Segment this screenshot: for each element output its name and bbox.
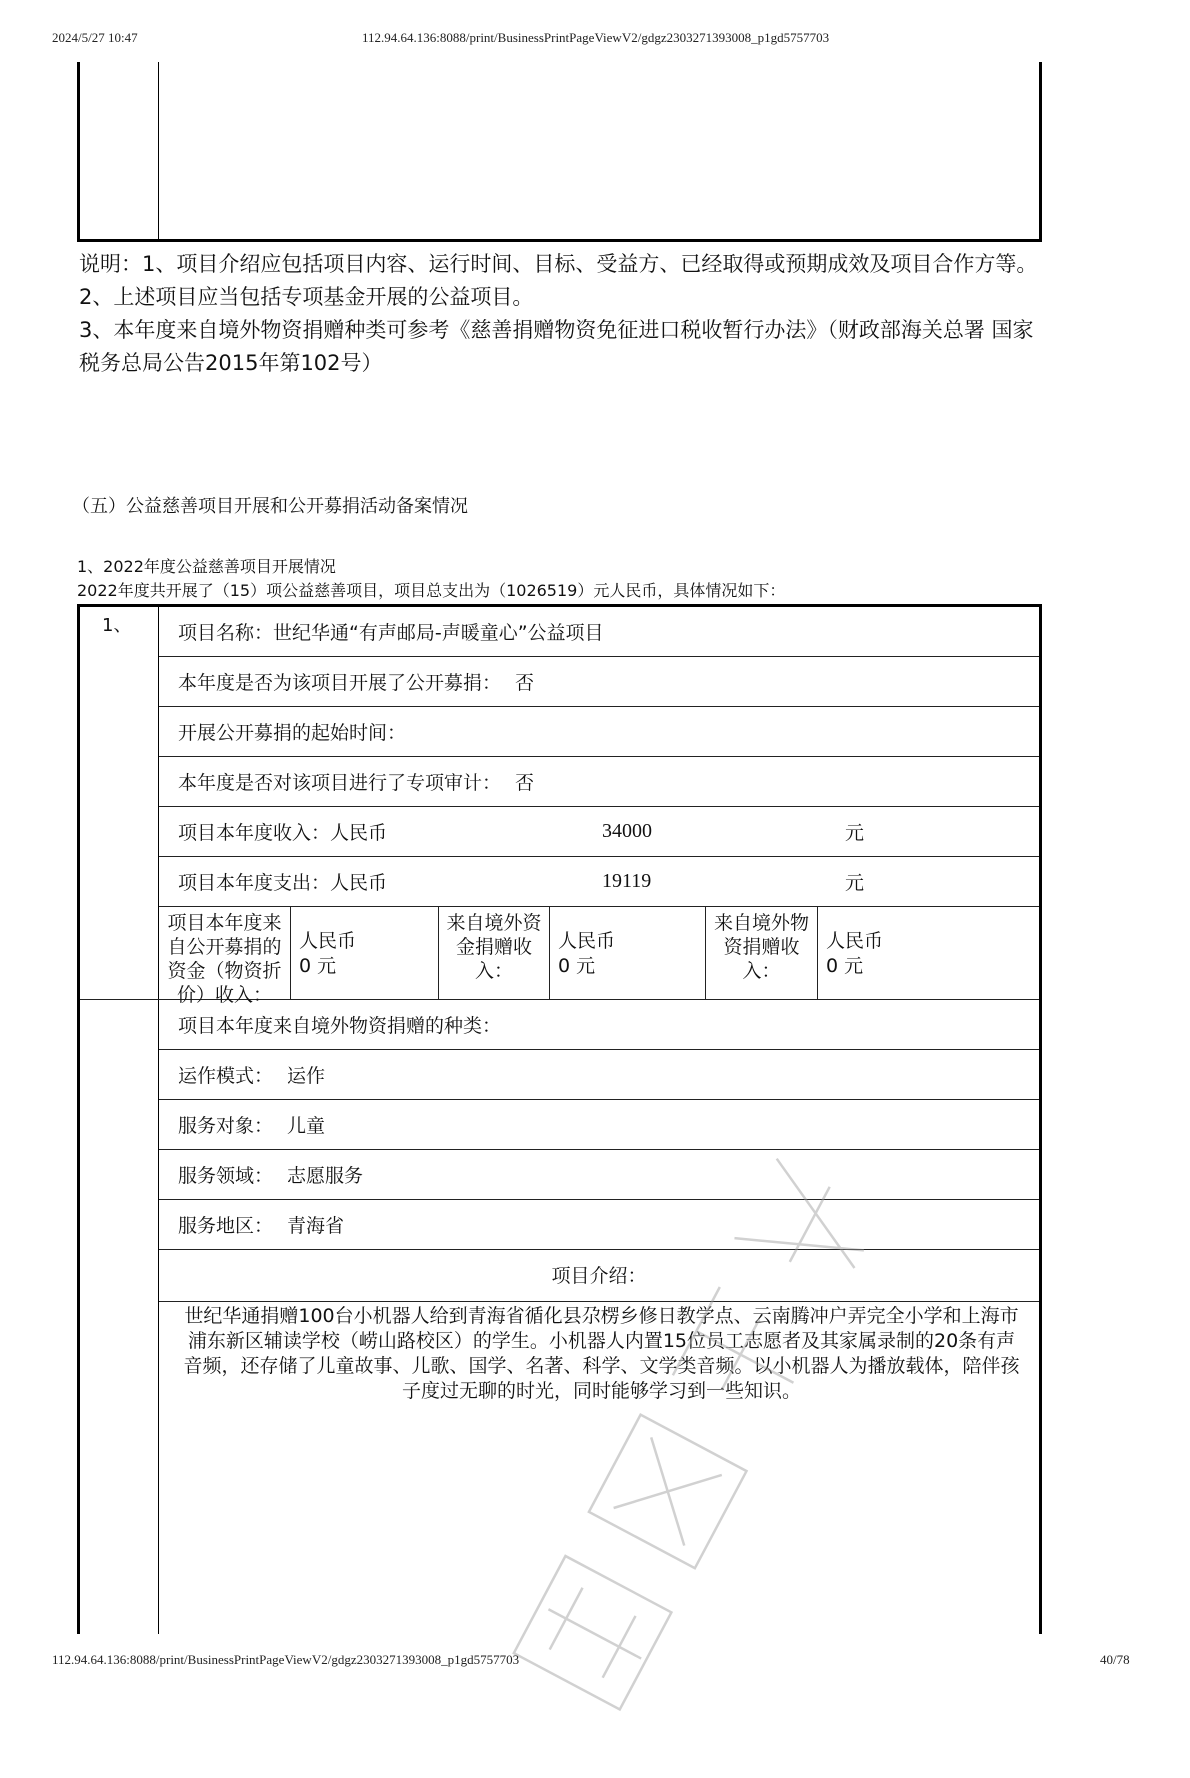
service-field-label: 服务领域： — [178, 1165, 274, 1187]
project-number: 1、 — [102, 615, 132, 636]
intro-text: 世纪华通捐赠100台小机器人给到青海省循化县尕楞乡修日教学点、云南腾冲户弄完全小学和上海市浦东新区辅读学校（崂山路校区）的学生。小机器人内置15位员工志愿者及其家属录制的20条有声音频，还存储了儿童故事、儿歌、国学、名著、科学、文学类音频。以小机器人为播放载体，陪伴孩子度过无聊的时光，同时能够学习到一些知识。 — [183, 1305, 1020, 1402]
audit-value: 否 — [515, 772, 535, 794]
footer-url: 112.94.64.136:8088/print/BusinessPrintPageViewV2/gdgz2303271393008_p1gd5757703 — [52, 1652, 520, 1667]
column-divider — [158, 62, 159, 239]
start-time-label: 开展公开募捐的起始时间： — [178, 722, 407, 744]
income-label: 项目本年度收入：人民币 — [178, 822, 388, 844]
note-2: 2、上述项目应当包括专项基金开展的公益项目。 — [79, 285, 534, 309]
expense-unit: 元 — [845, 872, 865, 894]
row-service-field — [159, 1150, 1039, 1200]
public-funds-label: 项目本年度来自公开募捐的资金（物资折价）收入： — [159, 907, 291, 999]
foreign-goods-label: 来自境外物资捐赠收入： — [706, 907, 818, 999]
service-target-label: 服务对象： — [178, 1115, 274, 1137]
intro-title: 项目介绍： — [159, 1250, 1039, 1302]
public-funds-cell — [291, 907, 439, 999]
project-form — [77, 604, 1042, 1634]
audit-label: 本年度是否对该项目进行了专项审计： — [178, 772, 502, 794]
row-income — [159, 807, 1039, 857]
subsection-title: 1、2022年度公益慈善项目开展情况 — [77, 557, 336, 576]
expense-value: 19119 — [602, 870, 652, 892]
income-value: 34000 — [602, 820, 652, 842]
note-1: 说明：1、项目介绍应包括项目内容、运行时间、目标、受益方、已经取得或预期成效及项目合作方等。 — [79, 252, 1038, 276]
project-name-value: 世纪华通“有声邮局-声暖童心”公益项目 — [273, 622, 604, 644]
foreign-goods-cell — [818, 907, 1039, 999]
foreign-cash-label: 来自境外资金捐赠收入： — [439, 907, 550, 999]
service-region-value: 青海省 — [287, 1215, 345, 1237]
row-service-region — [159, 1200, 1039, 1250]
row-audit — [159, 757, 1039, 807]
foreign-goods-value: 0 元 — [826, 955, 864, 977]
operation-mode-label: 运作模式： — [178, 1065, 274, 1087]
row-start-time — [159, 707, 1039, 757]
public-funds-currency: 人民币 — [299, 930, 357, 952]
notes-block — [79, 248, 1041, 380]
print-datetime: 2024/5/27 10:47 — [52, 30, 138, 45]
service-target-value: 儿童 — [287, 1115, 326, 1137]
service-field-value: 志愿服务 — [287, 1165, 364, 1187]
public-fundraising-value: 否 — [515, 672, 535, 694]
foreign-goods-currency: 人民币 — [826, 930, 884, 952]
row-foreign-goods-type — [159, 1000, 1039, 1050]
income-unit: 元 — [845, 822, 865, 844]
money-grid — [80, 907, 1039, 1006]
foreign-goods-type-label: 项目本年度来自境外物资捐赠的种类： — [178, 1015, 502, 1037]
section-title: （五）公益慈善项目开展和公开募捐活动备案情况 — [72, 496, 468, 517]
row-expense — [159, 857, 1039, 907]
public-funds-value: 0 元 — [299, 955, 337, 977]
page-number: 40/78 — [1100, 1652, 1130, 1667]
row-public-fundraising — [159, 657, 1039, 707]
summary-text: 2022年度共开展了（15）项公益慈善项目，项目总支出为（1026519）元人民币，具体情况如下： — [77, 581, 786, 600]
row-project-name — [159, 607, 1039, 657]
service-region-label: 服务地区： — [178, 1215, 274, 1237]
public-fundraising-label: 本年度是否为该项目开展了公开募捐： — [178, 672, 502, 694]
operation-mode-value: 运作 — [287, 1065, 326, 1087]
row-service-target — [159, 1100, 1039, 1150]
foreign-cash-cell — [550, 907, 706, 999]
note-3: 3、本年度来自境外物资捐赠种类可参考《慈善捐赠物资免征进口税收暂行办法》（财政部海关总署 国家税务总局公告2015年第102号） — [79, 318, 1034, 375]
print-url: 112.94.64.136:8088/print/BusinessPrintPageViewV2/gdgz2303271393008_p1gd5757703 — [362, 30, 830, 45]
row-operation-mode — [159, 1050, 1039, 1100]
previous-table-continuation — [77, 62, 1042, 242]
expense-label: 项目本年度支出：人民币 — [178, 872, 388, 894]
foreign-cash-currency: 人民币 — [558, 930, 616, 952]
foreign-cash-value: 0 元 — [558, 955, 596, 977]
project-name-label: 项目名称： — [178, 622, 274, 644]
